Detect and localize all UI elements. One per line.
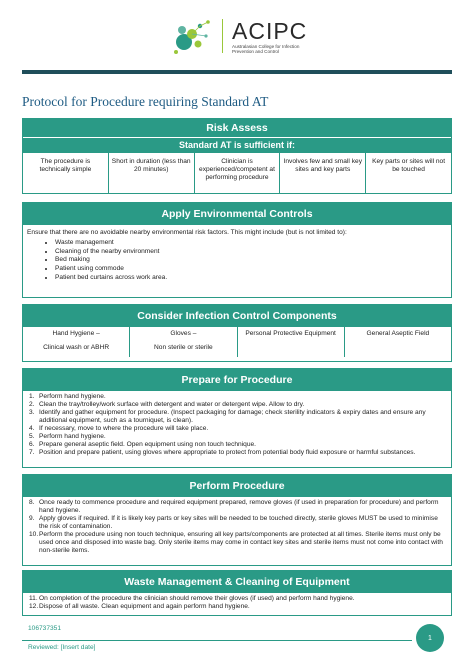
risk-assess-header: Risk Assess — [23, 119, 451, 137]
list-item: 11. On completion of the procedure the clinician should remove their gloves (if used) and perform hand hygiene. — [29, 595, 355, 602]
risk-cell: Clinician is experienced/competent at performing procedure — [195, 153, 281, 193]
list-item: 6. Prepare general aseptic field. Open equipment using non touch technique. — [29, 441, 257, 448]
component-ppe: Personal Protective Equipment — [238, 327, 345, 357]
risk-cell: Short in duration (less than 20 minutes) — [109, 153, 195, 193]
list-item: 3. Identify and gather equipment for procedure. (Inspect packaging for damage; check sterility indicators & expiry dates and ensure any additional equipment, such as a tourniquet, is clean). — [29, 409, 426, 424]
header-bar — [22, 70, 452, 74]
list-item: • Waste management — [55, 239, 451, 248]
logo-name: ACIPC — [232, 18, 308, 44]
waste-management-section — [22, 570, 452, 616]
reviewed-date: Reviewed: [Insert date] — [28, 644, 96, 651]
waste-management-header: Waste Management & Cleaning of Equipment — [23, 571, 451, 593]
component-aseptic-field: General Aseptic Field — [366, 330, 430, 337]
list-item: • Bed making — [55, 256, 451, 265]
environmental-controls-header: Apply Environmental Controls — [23, 203, 451, 225]
prepare-procedure-section — [22, 368, 452, 468]
list-item: 9. Apply gloves if required. If it is likely key parts or key sites will be needed to be touched directly, sterile gloves MUST be used to minimise the risk of contamination. — [29, 515, 438, 530]
environmental-list — [23, 239, 451, 282]
footer-divider — [22, 640, 412, 641]
list-item: 2. Clean the tray/trolley/work surface with detergent and water or detergent wipe. Allow to dry. — [29, 401, 305, 408]
prepare-steps — [23, 391, 451, 457]
risk-cell: Key parts or sites will not be touched — [372, 158, 446, 173]
perform-procedure-header: Perform Procedure — [23, 475, 451, 497]
component-hand-hygiene: Hand Hygiene – Clinical wash or ABHR — [23, 327, 130, 357]
list-item: 10. Perform the procedure using non touch technique, ensuring all key parts/components are protected at all times. Sterile items must only be used once and disposed into waste bag. Only sterile items may come in contact key sites and sterile items must not come into contact with non-sterile items. — [29, 531, 443, 554]
page-title: Protocol for Procedure requiring Standard AT — [22, 94, 269, 109]
list-item: 5. Perform hand hygiene. — [29, 433, 106, 440]
infection-control-section — [22, 304, 452, 362]
risk-cell: Involves few and small key sites and key parts — [280, 153, 366, 193]
perform-procedure-section — [22, 474, 452, 566]
logo-subtitle: Australasian College for Infection Prevention and Control — [232, 44, 300, 55]
risk-assess-subheader: Standard AT is sufficient if: — [23, 138, 451, 153]
prepare-procedure-header: Prepare for Procedure — [23, 369, 451, 391]
list-item: 8. Once ready to commence procedure and required equipment prepared, remove gloves (if used in preparation for procedure) and perform hand hygiene. — [29, 499, 439, 514]
list-item: 1. Perform hand hygiene. — [29, 393, 106, 400]
list-item: • Cleaning of the nearby environment — [55, 248, 451, 257]
environmental-controls-section — [22, 202, 452, 298]
logo-divider — [222, 19, 223, 53]
waste-steps — [23, 593, 451, 611]
environmental-intro: Ensure that there are no avoidable nearby environmental risk factors. This might include (but is not limited to): — [27, 229, 347, 236]
document-id: 106737351 — [28, 625, 62, 632]
risk-cell: The procedure is technically simple — [23, 153, 109, 193]
list-item: 12. Dispose of all waste. Clean equipment and again perform hand hygiene. — [29, 603, 250, 610]
list-item: 7. Position and prepare patient, using gloves where appropriate to protect from potential body fluid exposure or harmful substances. — [29, 449, 416, 456]
component-gloves: Gloves – Non sterile or sterile — [130, 327, 237, 357]
list-item: • Patient bed curtains across work area. — [55, 274, 451, 283]
list-item: • Patient using commode — [55, 265, 451, 274]
page-number: 1 — [416, 624, 444, 652]
perform-steps — [23, 497, 451, 555]
list-item: 4. If necessary, move to where the procedure will take place. — [29, 425, 209, 432]
risk-assess-section — [22, 118, 452, 194]
infection-control-header: Consider Infection Control Components — [23, 305, 451, 327]
